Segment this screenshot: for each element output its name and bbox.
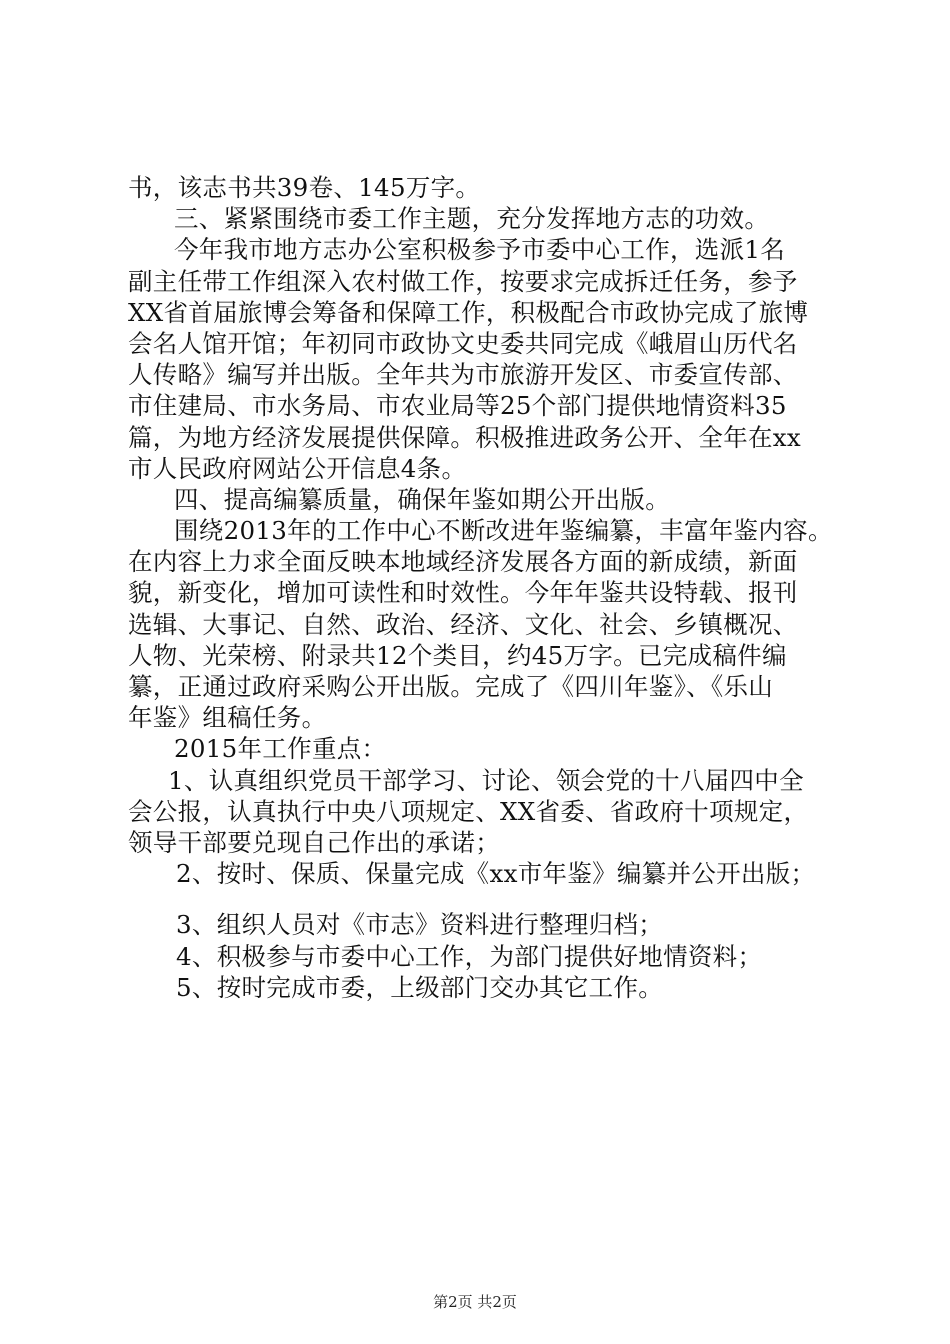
text-line: 纂，正通过政府采购公开出版。完成了《四川年鉴》、《乐山: [128, 672, 774, 701]
section-heading: 2015年工作重点：: [174, 734, 387, 764]
text-line: 貌，新变化，增加可读性和时效性。今年年鉴共设特载、报刊: [128, 578, 798, 608]
text-line: 会公报，认真执行中央八项规定、XX省委、省政府十项规定，: [128, 796, 809, 826]
text-line: XX省首届旅博会筹备和保障工作，积极配合市政协完成了旅博: [128, 297, 809, 327]
list-item: 1、认真组织党员干部学习、讨论、领会党的十八届四中全: [168, 765, 804, 795]
text-line: 今年我市地方志办公室积极参予市委中心工作，选派1名: [174, 235, 786, 265]
text-line: 年鉴》组稿任务。: [128, 703, 327, 733]
text-line: 市人民政府网站公开信息4条。: [128, 453, 467, 483]
list-item: 3、组织人员对《市志》资料进行整理归档；: [176, 910, 664, 940]
section-heading: 四、提高编纂质量，确保年鉴如期公开出版。: [174, 484, 670, 514]
text-line: 围绕2013年的工作中心不断改进年鉴编纂，丰富年鉴内容。: [174, 516, 833, 546]
blank-line: [128, 889, 848, 909]
section-heading: 三、紧紧围绕市委工作主题，充分发挥地方志的功效。: [174, 204, 770, 234]
text-line: 篇，为地方经济发展提供保障。积极推进政务公开、全年在xx: [128, 422, 802, 452]
text-line: 副主任带工作组深入农村做工作，按要求完成拆迁任务，参予: [128, 266, 798, 296]
text-line: 市住建局、市水务局、市农业局等25个部门提供地情资料35: [128, 391, 787, 421]
list-item: 5、按时完成市委，上级部门交办其它工作。: [176, 972, 664, 1002]
document-body: [128, 172, 848, 1003]
text-line: 领导干部要兑现自己作出的承诺；: [128, 827, 500, 857]
text-line: 选辑、大事记、自然、政治、经济、文化、社会、乡镇概况、: [128, 609, 798, 639]
page-footer: 第2页 共2页: [433, 1293, 517, 1311]
text-line: 在内容上力求全面反映本地域经济发展各方面的新成绩，新面: [128, 547, 798, 577]
list-item: 2、按时、保质、保量完成《xx市年鉴》编纂并公开出版；: [176, 859, 816, 889]
text-line: 人传略》编写并出版。全年共为市旅游开发区、市委宣传部、: [128, 360, 798, 390]
text-line: 会名人馆开馆；年初同市政协文史委共同完成《峨眉山历代名: [128, 328, 798, 358]
list-item: 4、积极参与市委中心工作，为部门提供好地情资料；: [176, 941, 763, 971]
text-line: 人物、光荣榜、附录共12个类目，约45万字。已完成稿件编: [128, 640, 787, 670]
text-line: 书，该志书共39卷、145万字。: [128, 173, 481, 202]
